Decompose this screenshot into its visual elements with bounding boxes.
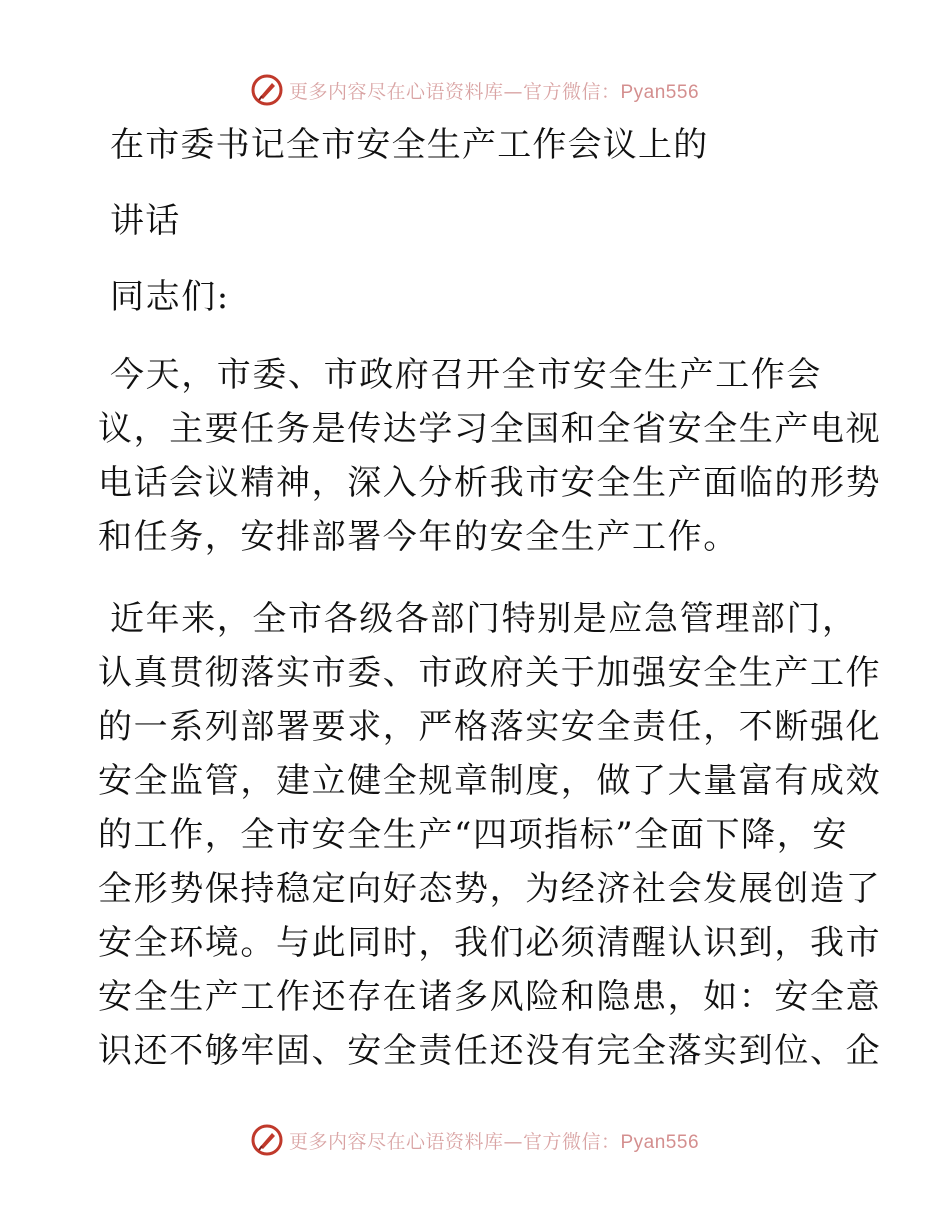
- document-title-line-2: 讲话: [110, 201, 181, 241]
- paragraph-1: [98, 348, 882, 564]
- document-body: [98, 118, 882, 1078]
- document-title-line-1: 在市委书记全市安全生产工作会议上的: [110, 125, 709, 165]
- paragraph-line: 识还不够牢固、安全责任还没有完全落实到位、企: [98, 1031, 882, 1071]
- paragraph-line: 全形势保持稳定向好态势，为经济社会发展创造了: [98, 869, 882, 909]
- paragraph-line: 安全监管，建立健全规章制度，做了大量富有成效: [98, 761, 882, 801]
- paragraph-line: 安全环境。与此同时，我们必须清醒认识到，我市: [98, 923, 882, 963]
- paragraph-line: 的一系列部署要求，严格落实安全责任，不断强化: [98, 707, 882, 747]
- salutation: 同志们:: [110, 277, 230, 317]
- watermark-text: 更多内容尽在心语资料库—官方微信：Pyan556: [288, 1130, 700, 1153]
- paragraph-line: 今天，市委、市政府召开全市安全生产工作会: [110, 355, 822, 395]
- quill-logo-icon: [251, 74, 283, 106]
- paragraph-line: 的工作，全市安全生产“四项指标”全面下降，安: [98, 815, 848, 855]
- quill-logo-icon: [251, 1124, 283, 1156]
- watermark-text: 更多内容尽在心语资料库—官方微信：Pyan556: [288, 80, 700, 103]
- paragraph-line: 近年来，全市各级各部门特别是应急管理部门，: [110, 599, 858, 639]
- paragraph-line: 电话会议精神，深入分析我市安全生产面临的形势: [98, 463, 882, 503]
- paragraph-line: 安全生产工作还存在诸多风险和隐患，如：安全意: [98, 977, 882, 1017]
- paragraph-2: [98, 592, 882, 1078]
- header-watermark: [0, 70, 950, 110]
- paragraph-line: 和任务，安排部署今年的安全生产工作。: [98, 517, 739, 557]
- paragraph-line: 认真贯彻落实市委、市政府关于加强安全生产工作: [98, 653, 882, 693]
- footer-watermark: [0, 1120, 950, 1160]
- paragraph-line: 议，主要任务是传达学习全国和全省安全生产电视: [98, 409, 882, 449]
